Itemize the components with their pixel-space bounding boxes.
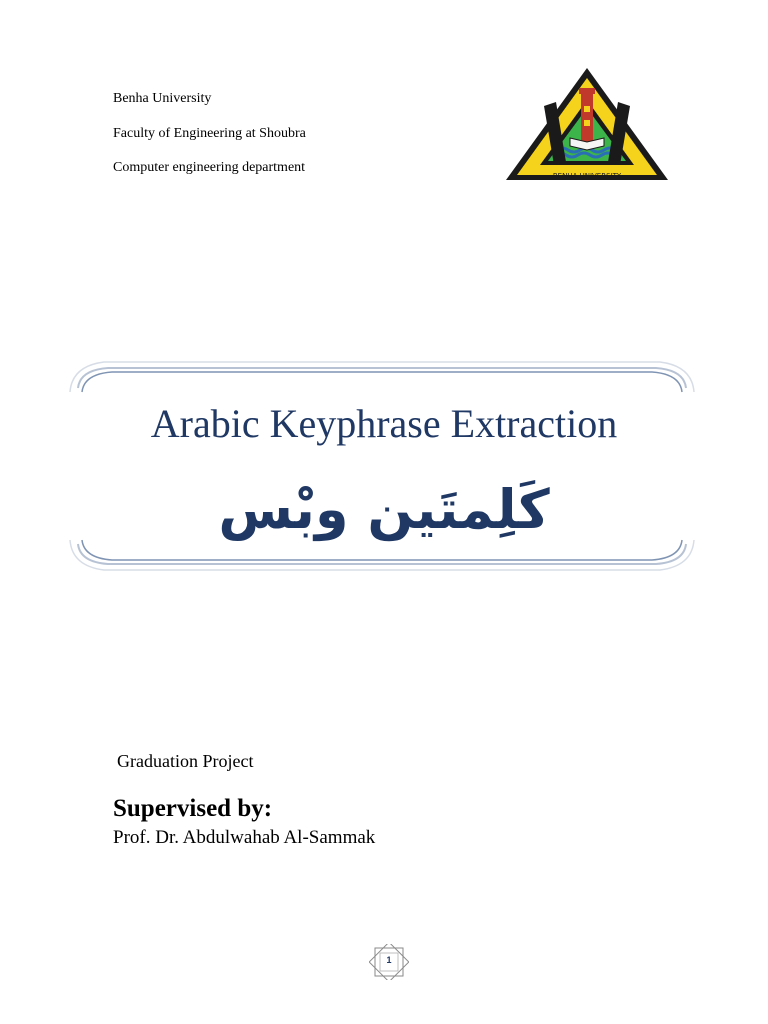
- faculty-name: Faculty of Engineering at Shoubra: [113, 126, 306, 141]
- university-name: Benha University: [113, 91, 212, 106]
- page-number: 1: [386, 955, 392, 965]
- project-label: Graduation Project: [117, 751, 254, 771]
- supervised-heading: Supervised by:: [113, 795, 273, 822]
- department-name: Computer engineering department: [113, 160, 306, 175]
- logo-graphic: [504, 66, 670, 186]
- benha-university-logo-icon: [504, 66, 670, 186]
- supervisor-name: Prof. Dr. Abdulwahab Al-Sammak: [113, 827, 376, 848]
- title-english: Arabic Keyphrase Extraction: [150, 401, 618, 446]
- title-arabic: كَلِمتَين وبْس: [218, 478, 550, 541]
- title-frame: [68, 358, 696, 574]
- title-frame-border: [68, 358, 696, 574]
- logo-text: BENHA UNIVERSITY: [552, 172, 622, 180]
